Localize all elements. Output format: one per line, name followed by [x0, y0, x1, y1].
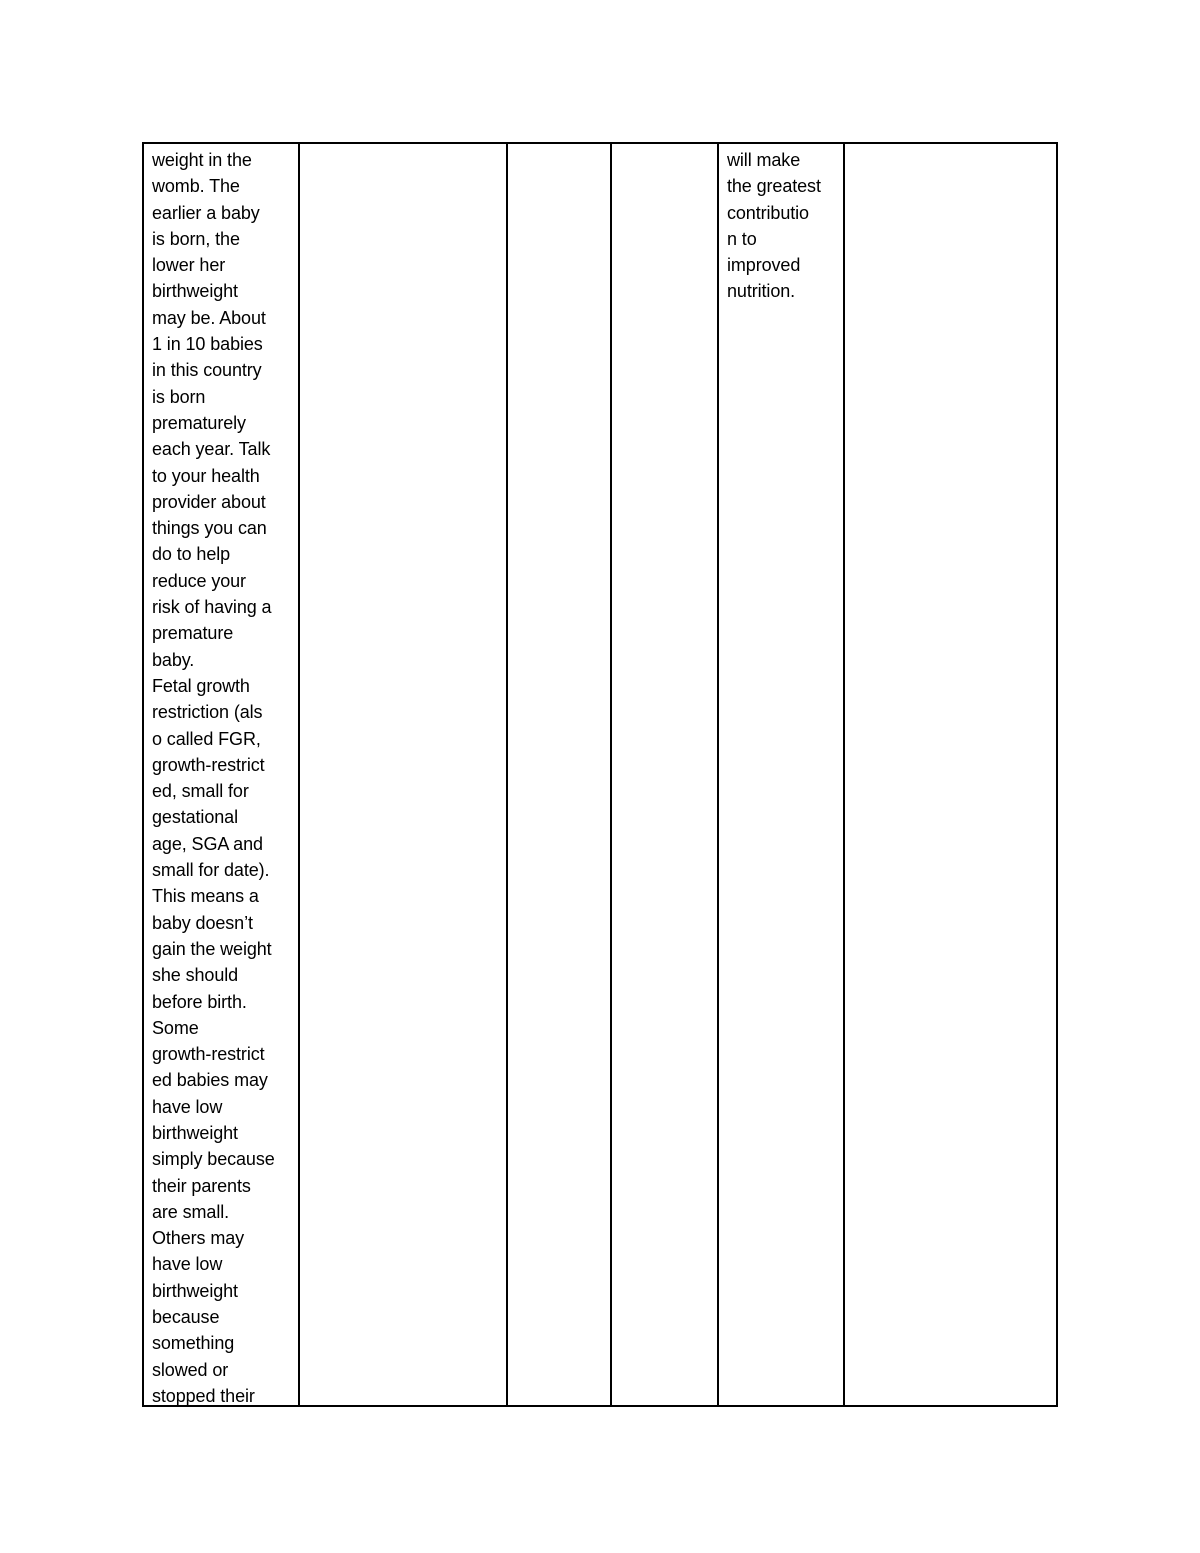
- table-cell-col-5: [719, 144, 845, 1405]
- cell-text-line: gestational: [152, 807, 238, 828]
- cell-text-line: slowed or: [152, 1359, 229, 1380]
- cell-text-line: provider about: [152, 491, 266, 512]
- table-cell-col-2: [300, 144, 508, 1405]
- cell-text-line: the greatest: [727, 176, 821, 197]
- cell-text-line: baby.: [152, 649, 195, 670]
- cell-text-line: small for date).: [152, 860, 270, 881]
- cell-text-line: Fetal growth: [152, 675, 250, 696]
- cell-text-line: lower her: [152, 255, 226, 276]
- cell-text-line: restriction (als: [152, 702, 263, 723]
- cell-text-line: birthweight: [152, 1122, 238, 1143]
- cell-text-line: have low: [152, 1096, 223, 1117]
- cell-text-line: gain the weight: [152, 938, 272, 959]
- cell-text-line: is born, the: [152, 228, 240, 249]
- cell-text-line: womb. The: [152, 176, 240, 197]
- cell-text-line: growth-restrict: [152, 754, 265, 775]
- cell-text-line: age, SGA and: [152, 833, 263, 854]
- cell-text-line: earlier a baby: [152, 202, 260, 223]
- cell-text-line: will make: [727, 150, 801, 170]
- cell-text-line: growth-restrict: [152, 1044, 265, 1065]
- table-cell-col-3: [508, 144, 612, 1405]
- content-table: [142, 142, 1058, 1407]
- cell-text-line: each year. Talk: [152, 439, 271, 460]
- cell-text-line: Some: [152, 1017, 199, 1038]
- cell-text-line: simply because: [152, 1149, 275, 1170]
- cell-text-line: are small.: [152, 1201, 230, 1222]
- cell-text-line: 1 in 10 babies: [152, 334, 263, 355]
- cell-text-line: nutrition.: [727, 281, 796, 302]
- cell-text-line: she should: [152, 965, 239, 986]
- cell-text-line: things you can: [152, 518, 267, 539]
- cell-text-line: Others may: [152, 1228, 245, 1249]
- cell-text-line: o called FGR,: [152, 728, 261, 749]
- cell-text-line: prematurely: [152, 412, 246, 433]
- cell-text-line: something: [152, 1333, 235, 1354]
- cell-text-line: ed, small for: [152, 781, 249, 802]
- cell-text-line: do to help: [152, 544, 231, 565]
- cell-text-line: improved: [727, 255, 801, 276]
- cell-text-line: birthweight: [152, 1280, 238, 1301]
- table-cell-col-4: [612, 144, 719, 1405]
- cell-text-line: This means a: [152, 886, 259, 907]
- cell-text-line: to your health: [152, 465, 260, 486]
- cell-text-line: in this country: [152, 360, 262, 381]
- cell-text-line: risk of having a: [152, 597, 272, 618]
- table-cell-col-6: [845, 144, 1056, 1405]
- cell-text-line: their parents: [152, 1175, 251, 1196]
- cell-text-line: birthweight: [152, 281, 238, 302]
- cell-text-line: may be. About: [152, 307, 266, 328]
- cell-text-line: weight in the: [152, 150, 252, 170]
- table-cell-col-1: [144, 144, 300, 1405]
- cell-text-line: premature: [152, 623, 234, 644]
- cell-text-line: ed babies may: [152, 1070, 268, 1091]
- cell-text-line: baby doesn’t: [152, 912, 253, 933]
- cell-text-line: because: [152, 1307, 220, 1328]
- cell-text-line: have low: [152, 1254, 223, 1275]
- cell-text-line: reduce your: [152, 570, 246, 591]
- cell-text-line: contributio: [727, 202, 809, 223]
- cell-text-line: stopped their: [152, 1385, 255, 1405]
- cell-text-line: before birth.: [152, 991, 247, 1012]
- cell-text-line: is born: [152, 386, 206, 407]
- cell-text-line: n to: [727, 228, 757, 249]
